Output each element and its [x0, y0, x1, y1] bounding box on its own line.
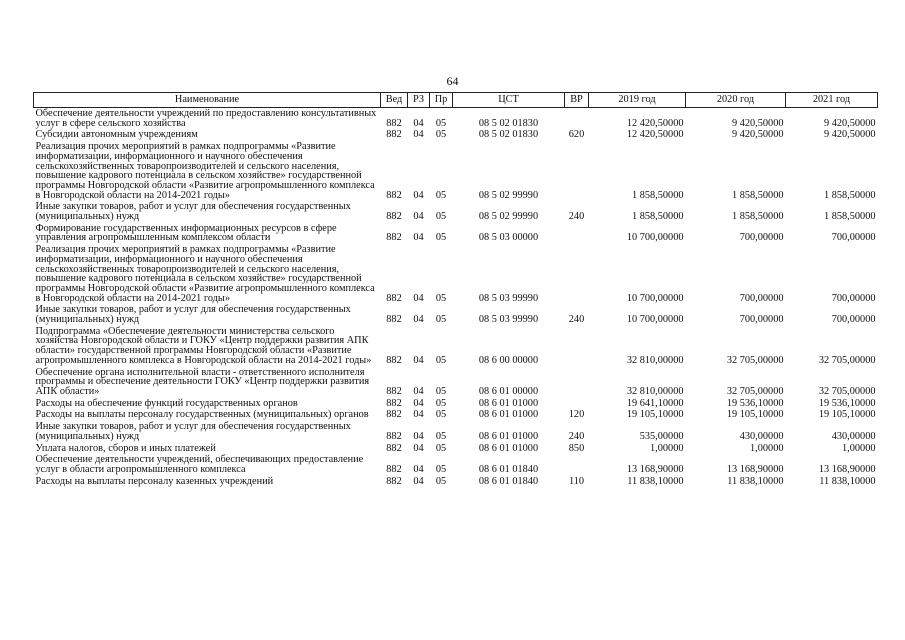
row-pr: 05: [435, 463, 447, 475]
table-row: [34, 476, 878, 488]
row-rz: 04: [413, 397, 424, 409]
row-2021: 13 168,90000: [818, 463, 876, 475]
table-row: [34, 244, 878, 304]
row-ved: 882: [386, 129, 402, 141]
table-row: [34, 443, 878, 455]
row-cst: 08 5 03 00000: [478, 232, 539, 244]
row-2019: 11 838,10000: [627, 475, 684, 487]
row-2019: 12 420,50000: [626, 117, 684, 129]
row-2021: 1,00000: [842, 442, 876, 454]
row-rz: 04: [413, 232, 424, 244]
row-name: Иные закупки товаров, работ и услуг для обеспечения государственных (муниципальных) нужд: [35, 304, 351, 326]
row-2021: 11 838,10000: [819, 475, 876, 487]
row-vr: 110: [568, 475, 585, 487]
row-cst: 08 6 00 00000: [478, 354, 539, 366]
row-name: Обеспечение органа исполнительной власти - ответственного исполнителя программы и обеспечение деятельности ГОКУ «Центр поддержки развития АПК области»: [35, 366, 370, 397]
row-name: Иные закупки товаров, работ и услуг для обеспечения государственных (муниципальных) нужд: [35, 201, 351, 223]
row-pr: 05: [435, 314, 447, 326]
row-2020: 700,00000: [739, 292, 784, 304]
table-row: [34, 304, 878, 325]
row-cst: 08 6 01 01000: [478, 397, 539, 409]
row-vr: 240: [568, 430, 585, 442]
row-cst: 08 6 01 00000: [478, 385, 539, 397]
row-name: Расходы на обеспечение функций государственных органов: [35, 397, 298, 409]
row-pr: 05: [435, 189, 447, 201]
table-row: [34, 398, 878, 410]
row-2020: 19 105,10000: [726, 409, 784, 421]
row-rz: 04: [413, 475, 424, 487]
row-rz: 04: [413, 354, 424, 366]
header-vr: ВР: [565, 93, 589, 108]
row-ved: 882: [386, 475, 402, 487]
row-2021: 32 705,00000: [818, 354, 876, 366]
row-cst: 08 5 02 01830: [478, 129, 539, 141]
row-2019: 10 700,00000: [626, 314, 684, 326]
row-cst: 08 6 01 01840: [478, 475, 539, 487]
row-cst: 08 6 01 01000: [478, 430, 539, 442]
header-pr: Пр: [430, 93, 453, 108]
row-2019: 535,00000: [639, 430, 684, 442]
row-ved: 882: [386, 397, 402, 409]
row-2020: 19 536,10000: [726, 397, 784, 409]
row-2019: 32 810,00000: [626, 354, 684, 366]
header-2019: 2019 год: [589, 93, 686, 108]
row-2021: 19 536,10000: [818, 397, 876, 409]
row-name: Формирование государственных информационных ресурсов в сфере управления агропромышленным комплексом области: [35, 222, 337, 244]
row-pr: 05: [435, 232, 447, 244]
row-name: Расходы на выплаты персоналу государственных (муниципальных) органов: [35, 409, 369, 421]
row-pr: 05: [435, 129, 447, 141]
row-ved: 882: [386, 189, 402, 201]
page-number: 64: [446, 74, 459, 88]
row-cst: 08 6 01 01000: [478, 409, 539, 421]
header-ved: Вед: [381, 93, 408, 108]
row-vr: 240: [568, 314, 585, 326]
row-2021: 32 705,00000: [818, 385, 876, 397]
row-2021: 19 105,10000: [818, 409, 876, 421]
row-2020: 1,00000: [750, 442, 784, 454]
row-ved: 882: [386, 232, 402, 244]
header-2020: 2020 год: [686, 93, 786, 108]
row-2019: 19 641,10000: [626, 397, 684, 409]
row-2020: 13 168,90000: [726, 463, 784, 475]
row-ved: 882: [386, 314, 402, 326]
row-2019: 1 858,50000: [632, 211, 684, 223]
row-ved: 882: [386, 117, 402, 129]
table-row: [34, 421, 878, 442]
row-rz: 04: [413, 211, 424, 223]
row-pr: 05: [435, 292, 447, 304]
row-2020: 430,00000: [739, 430, 784, 442]
row-name: Субсидии автономным учреждениям: [35, 129, 198, 141]
row-rz: 04: [413, 129, 424, 141]
row-cst: 08 5 02 01830: [478, 117, 539, 129]
row-2020: 32 705,00000: [726, 354, 784, 366]
row-cst: 08 5 02 99990: [478, 211, 539, 223]
row-2021: 1 858,50000: [824, 211, 876, 223]
row-pr: 05: [435, 409, 447, 421]
row-name: Иные закупки товаров, работ и услуг для обеспечения государственных (муниципальных) нужд: [35, 421, 351, 442]
table-row: [34, 223, 878, 244]
row-2019: 10 700,00000: [626, 232, 684, 244]
row-2019: 13 168,90000: [626, 463, 684, 475]
row-vr: 240: [568, 211, 585, 223]
row-ved: 882: [386, 292, 402, 304]
table-body: [34, 108, 878, 488]
row-2019: 19 105,10000: [626, 409, 684, 421]
row-2021: 1 858,50000: [824, 189, 876, 201]
row-2019: 10 700,00000: [626, 292, 684, 304]
row-2021: 9 420,50000: [824, 129, 876, 141]
row-2020: 700,00000: [739, 314, 784, 326]
row-rz: 04: [413, 463, 424, 475]
row-cst: 08 5 03 99990: [478, 292, 539, 304]
row-pr: 05: [435, 442, 447, 454]
row-rz: 04: [413, 292, 424, 304]
row-cst: 08 5 02 99990: [478, 189, 539, 201]
row-vr: [565, 244, 589, 304]
row-2020: 700,00000: [739, 232, 784, 244]
row-rz: 04: [413, 385, 424, 397]
table-header-row: [34, 93, 878, 108]
row-2020: 9 420,50000: [732, 129, 784, 141]
row-2019: 1 858,50000: [632, 189, 684, 201]
row-2021: 700,00000: [831, 292, 876, 304]
row-2021: 700,00000: [831, 232, 876, 244]
table-row: [34, 129, 878, 141]
row-pr: 05: [435, 117, 447, 129]
row-ved: 882: [386, 385, 402, 397]
row-pr: 05: [435, 430, 447, 442]
row-ved: 882: [386, 463, 402, 475]
row-pr: 05: [435, 211, 447, 223]
row-vr: [565, 326, 589, 367]
row-2020: 9 420,50000: [732, 117, 784, 129]
row-vr: [565, 223, 589, 244]
row-pr: 05: [435, 354, 447, 366]
row-vr: 620: [568, 129, 585, 141]
table-row: [34, 454, 878, 475]
row-2019: 12 420,50000: [626, 129, 684, 141]
row-2020: 11 838,10000: [727, 475, 784, 487]
row-vr: [565, 454, 589, 475]
row-2020: 1 858,50000: [732, 211, 784, 223]
row-name: Реализация прочих мероприятий в рамках подпрограммы «Развитие информатизации, информационного и научного обеспечения сельскохозяйственных товаропроизводителей и сельского населения, повышение кадрового потенциала в сельском хозяйстве» государственной программы Новгородской области «Развитие агропромышленного комплекса в Новгородской области на 2014-2021 годы»: [35, 244, 375, 304]
row-cst: 08 5 03 99990: [478, 314, 539, 326]
row-vr: 850: [568, 442, 585, 454]
row-rz: 04: [413, 442, 424, 454]
table-row: [34, 141, 878, 201]
row-rz: 04: [413, 189, 424, 201]
row-vr: 120: [568, 409, 585, 421]
row-ved: 882: [386, 442, 402, 454]
row-pr: 05: [435, 397, 447, 409]
row-rz: 04: [413, 117, 424, 129]
table-row: [34, 409, 878, 421]
row-pr: 05: [435, 475, 447, 487]
row-name: Реализация прочих мероприятий в рамках подпрограммы «Развитие информатизации, информационного и научного обеспечения сельскохозяйственных товаропроизводителей и сельского населения, повышение кадрового потенциала в сельском хозяйстве» государственной программы Новгородской области «Развитие агропромышленного комплекса в Новгородской области на 2014-2021 годы»: [35, 141, 375, 201]
row-rz: 04: [413, 430, 424, 442]
header-2021: 2021 год: [786, 93, 878, 108]
table-row: [34, 367, 878, 398]
row-rz: 04: [413, 314, 424, 326]
row-2019: 32 810,00000: [626, 385, 684, 397]
row-2020: 1 858,50000: [732, 189, 784, 201]
header-name: Наименование: [34, 93, 381, 108]
row-2020: 32 705,00000: [726, 385, 784, 397]
row-ved: 882: [386, 409, 402, 421]
row-name: Обеспечение деятельности учреждений по предоставлению консультативных услуг в сфере сельского хозяйства: [35, 108, 377, 129]
row-2021: 9 420,50000: [824, 117, 876, 129]
row-vr: [565, 398, 589, 410]
row-vr: [565, 367, 589, 398]
row-name: Подпрограмма «Обеспечение деятельности министерства сельского хозяйства Новгородской области и ГОКУ «Центр поддержки развития АПК области» государственной программы Новгородской области «Развитие агропромышленного комплекса в Новгородской области на 2014-2021 годы»: [35, 325, 372, 366]
table-row: [34, 108, 878, 130]
row-name: Расходы на выплаты персоналу казенных учреждений: [35, 475, 274, 487]
row-rz: 04: [413, 409, 424, 421]
header-cst: ЦСТ: [453, 93, 565, 108]
row-pr: 05: [435, 385, 447, 397]
row-2021: 430,00000: [831, 430, 876, 442]
row-2019: 1,00000: [650, 442, 684, 454]
header-rz: РЗ: [408, 93, 430, 108]
table-row: [34, 326, 878, 367]
row-cst: 08 6 01 01840: [478, 463, 539, 475]
row-ved: 882: [386, 430, 402, 442]
row-ved: 882: [386, 354, 402, 366]
row-name: Уплата налогов, сборов и иных платежей: [35, 442, 216, 454]
table-row: [34, 201, 878, 222]
row-ved: 882: [386, 211, 402, 223]
row-vr: [565, 141, 589, 201]
row-cst: 08 6 01 01000: [478, 442, 539, 454]
row-2021: 700,00000: [831, 314, 876, 326]
budget-table: [33, 92, 878, 487]
row-name: Обеспечение деятельности учреждений, обеспечивающих предоставление услуг в области агропромышленного комплекса: [35, 454, 364, 475]
row-vr: [565, 108, 589, 130]
